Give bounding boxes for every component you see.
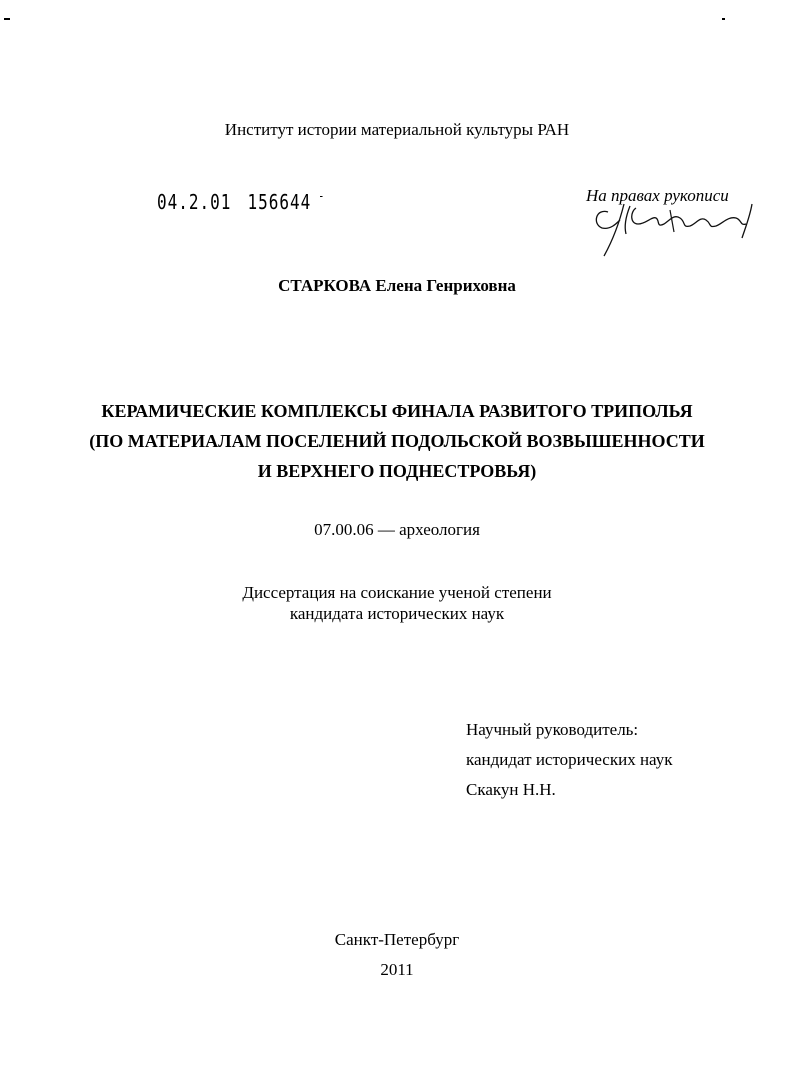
supervisor-degree: кандидат исторических наук [466, 750, 673, 769]
degree-line: Диссертация на соискание ученой степени [242, 583, 552, 602]
scan-speck [4, 18, 10, 20]
publication-year: 2011 [380, 960, 414, 979]
handwritten-signature [590, 198, 760, 260]
supervisor-label: Научный руководитель: [466, 720, 639, 739]
title-line: КЕРАМИЧЕСКИЕ КОМПЛЕКСЫ ФИНАЛА РАЗВИТОГО ТРИПОЛЬЯ [101, 401, 693, 421]
publication-city: Санкт-Петербург [334, 930, 460, 949]
degree-line: кандидата исторических наук [289, 604, 505, 623]
scan-speck [722, 18, 725, 20]
supervisor-block [466, 715, 672, 805]
registration-date: 04.2.01 [157, 190, 232, 214]
registration-number: 156644 [247, 190, 312, 214]
title-line: И ВЕРХНЕГО ПОДНЕСТРОВЬЯ) [257, 461, 537, 481]
specialty-code: 07.00.06 — археология [314, 520, 480, 539]
registration-stamp: 04.2.01 156644 - [157, 190, 326, 214]
dissertation-title [0, 396, 794, 486]
degree-statement [0, 582, 794, 624]
supervisor-name: Скакун Н.Н. [466, 780, 556, 799]
institute-name: Институт истории материальной культуры РАН [224, 120, 570, 139]
manuscript-note: На правах рукописи [586, 186, 729, 205]
author-name: СТАРКОВА Елена Генриховна [278, 276, 516, 295]
title-line: (ПО МАТЕРИАЛАМ ПОСЕЛЕНИЙ ПОДОЛЬСКОЙ ВОЗВЫШЕННОСТИ [89, 431, 705, 451]
